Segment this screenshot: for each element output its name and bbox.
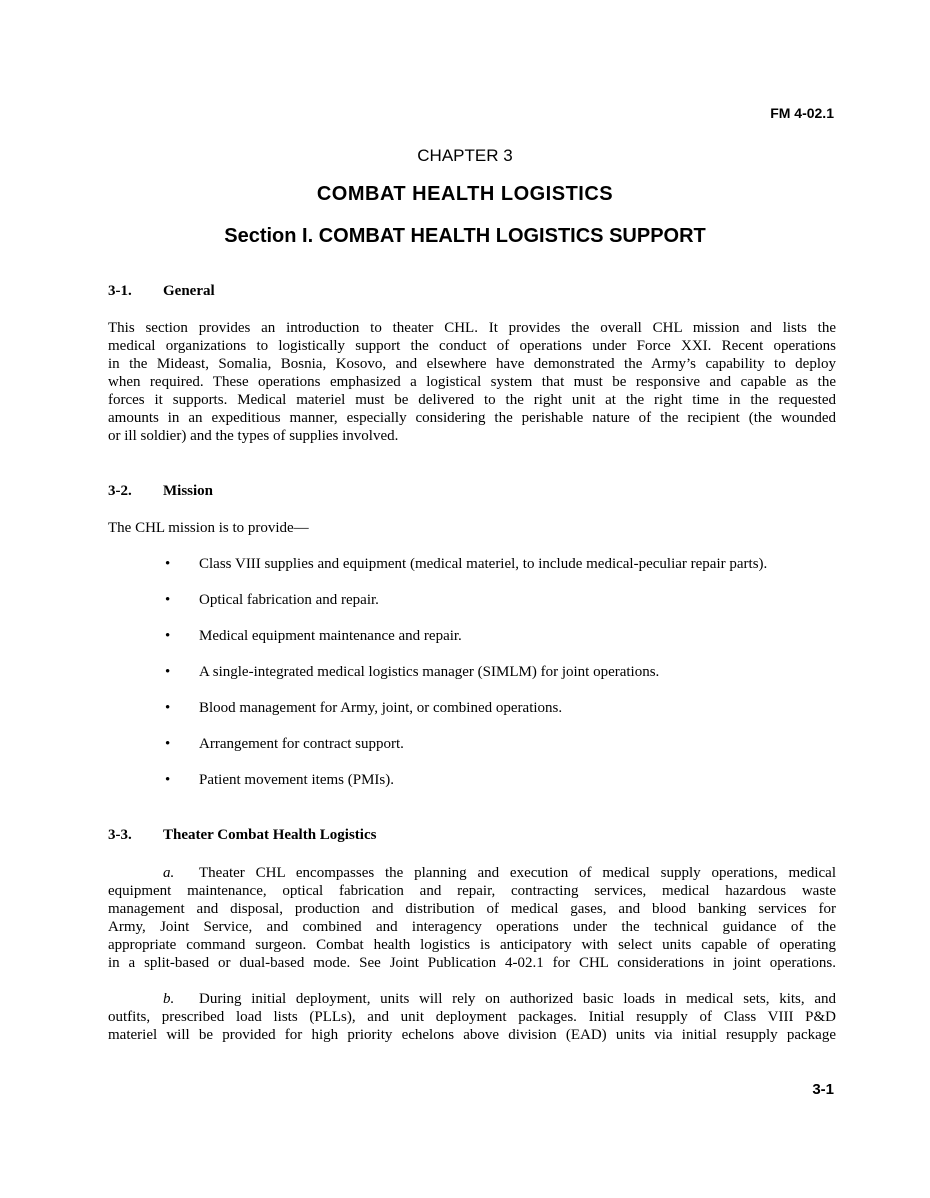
bullet-text: Class VIII supplies and equipment (medical materiel, to include medical-peculiar repair parts). (199, 556, 768, 572)
chapter-label: CHAPTER 3 (417, 146, 513, 165)
bullet-item (165, 628, 462, 645)
mission-intro: The CHL mission is to provide— (108, 520, 309, 536)
text-line: when required. These operations emphasized a logistical system that must be responsive and capable as the (108, 374, 836, 390)
text-line: in the Mideast, Somalia, Bosnia, Kosovo, and elsewhere have demonstrated the Army’s capability to deploy (108, 356, 836, 372)
heading-number: 3-3. (108, 827, 132, 843)
bullet-icon: • (165, 556, 171, 572)
bullet-icon: • (165, 664, 171, 680)
text-line: equipment maintenance, optical fabrication and repair, contracting services, medical hazardous waste (108, 883, 836, 899)
heading-text: General (163, 283, 215, 299)
bullet-text: Medical equipment maintenance and repair. (199, 628, 462, 644)
section-title: Section I. COMBAT HEALTH LOGISTICS SUPPORT (224, 225, 706, 247)
text-span: During initial deployment, units will rely on authorized basic loads in medical sets, kits, and (199, 991, 836, 1007)
bullet-item (165, 772, 394, 789)
heading-number: 3-2. (108, 483, 132, 499)
chapter-title: COMBAT HEALTH LOGISTICS (316, 183, 614, 205)
bullet-icon: • (165, 592, 171, 608)
paragraph-a (108, 864, 836, 972)
heading-3-3 (108, 827, 376, 844)
heading-text: Theater Combat Health Logistics (163, 827, 377, 843)
bullet-icon: • (165, 736, 171, 752)
heading-3-2 (108, 483, 213, 500)
text-line: management and disposal, production and distribution of medical gases, and blood banking services for (108, 901, 836, 917)
text-line (108, 864, 836, 882)
text-line: medical organizations to logistically support the conduct of operations under Force XXI. Recent operations (108, 338, 836, 354)
bullet-item (165, 664, 659, 681)
text-line: outfits, prescribed load lists (PLLs), and unit deployment packages. Initial resupply of Class VIII P&D (108, 1009, 836, 1025)
bullet-text: Blood management for Army, joint, or combined operations. (199, 700, 563, 716)
bullet-text: Optical fabrication and repair. (199, 592, 379, 608)
bullet-item (165, 556, 767, 573)
bullet-icon: • (165, 700, 171, 716)
paragraph-b (108, 990, 836, 1044)
paragraph-label: a. (163, 865, 175, 881)
paragraph-label: b. (163, 991, 175, 1007)
heading-text: Mission (163, 483, 214, 499)
bullet-text: A single-integrated medical logistics manager (SIMLM) for joint operations. (199, 664, 660, 680)
text-line (108, 990, 836, 1008)
paragraph-general (108, 319, 836, 445)
text-line: amounts in an expeditious manner, especially considering the perishable nature of the recipient (the wounded (108, 410, 836, 426)
text-line: Army, Joint Service, and combined and interagency operations under the technical guidance of the (108, 919, 836, 935)
heading-3-1 (108, 283, 215, 300)
text-line: materiel will be provided for high priority echelons above division (EAD) units via initial resupply package (108, 1027, 836, 1043)
text-line: in a split-based or dual-based mode. See Joint Publication 4-02.1 for CHL considerations in joint operations. (108, 955, 836, 971)
bullet-text: Patient movement items (PMIs). (199, 772, 394, 788)
bullet-icon: • (165, 772, 171, 788)
text-line: forces it supports. Medical materiel must be delivered to the right unit at the right time in the requested (108, 392, 836, 408)
bullet-icon: • (165, 628, 171, 644)
bullet-item (165, 592, 379, 609)
document-id: FM 4-02.1 (770, 105, 834, 121)
bullet-item (165, 700, 562, 717)
page-number: 3-1 (812, 1081, 834, 1098)
text-line: or ill soldier) and the types of supplies involved. (108, 428, 399, 444)
bullet-text: Arrangement for contract support. (199, 736, 404, 752)
text-span: Theater CHL encompasses the planning and execution of medical supply operations, medical (199, 865, 836, 881)
heading-number: 3-1. (108, 283, 132, 299)
text-line: This section provides an introduction to theater CHL. It provides the overall CHL mission and lists the (108, 320, 836, 336)
bullet-item (165, 736, 404, 753)
text-line: appropriate command surgeon. Combat health logistics is anticipatory with select units capable of operating (108, 937, 836, 953)
